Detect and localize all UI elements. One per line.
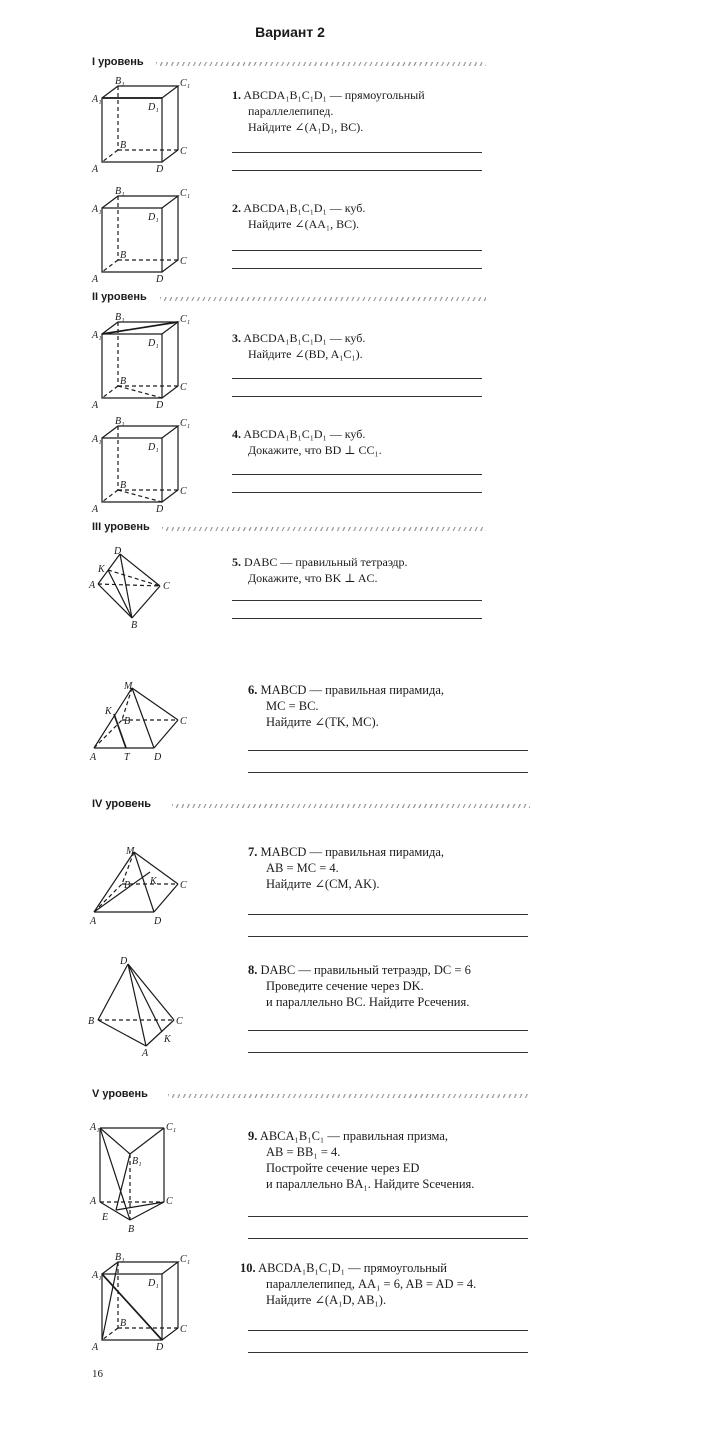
task-text: Найдите ∠(A₁D, AB₁). (266, 1293, 387, 1307)
svg-text:B: B (120, 250, 127, 261)
svg-text:B₁: B₁ (115, 186, 125, 197)
figure-cube-1 (88, 76, 191, 176)
figure-cube-4 (88, 416, 191, 516)
answer-line[interactable] (248, 1330, 528, 1331)
task-text: Найдите ∠(TK, MC). (266, 715, 379, 729)
svg-text:A: A (92, 274, 99, 285)
answer-line[interactable] (232, 618, 482, 619)
answer-line[interactable] (248, 750, 528, 751)
answer-line[interactable] (248, 1238, 528, 1239)
task-2 (232, 200, 365, 232)
task-text: Постройте сечение через ED (266, 1161, 420, 1175)
svg-text:B₁: B₁ (115, 312, 125, 323)
svg-text:D: D (120, 956, 128, 967)
svg-text:D: D (154, 752, 162, 763)
svg-text:C₁: C₁ (180, 78, 191, 89)
task-text: параллелепипед, AA₁ = 6, AB = AD = 4. (266, 1277, 477, 1291)
answer-line[interactable] (232, 600, 482, 601)
svg-text:T: T (124, 752, 130, 763)
level-2-rule (160, 297, 486, 301)
svg-text:B: B (88, 1016, 95, 1027)
svg-text:D: D (154, 916, 162, 927)
svg-text:B: B (131, 620, 138, 631)
svg-text:D: D (156, 274, 164, 285)
svg-text:C: C (180, 880, 187, 891)
task-number: 3. (232, 331, 241, 345)
figure-prism-9 (88, 1116, 188, 1236)
figure-pyramid-6 (84, 678, 188, 766)
task-text: Докажите, что BD ⊥ CC₁. (248, 443, 382, 457)
svg-text:E: E (102, 1212, 109, 1223)
task-text: Найдите ∠(BD, A₁C₁). (248, 347, 363, 361)
task-number: 6. (248, 683, 258, 697)
answer-line[interactable] (248, 1216, 528, 1217)
svg-text:A: A (92, 504, 99, 515)
figure-cube-10 (88, 1252, 191, 1356)
svg-text:C: C (180, 256, 187, 267)
svg-text:C: C (176, 1016, 183, 1027)
answer-line[interactable] (232, 250, 482, 251)
level-4-heading: IV уровень (92, 798, 152, 810)
svg-text:D₁: D₁ (148, 338, 159, 349)
svg-text:B: B (128, 1224, 135, 1235)
answer-line[interactable] (248, 1052, 528, 1053)
svg-text:A: A (92, 1342, 99, 1353)
task-9 (248, 1128, 474, 1192)
svg-text:A: A (90, 1196, 97, 1207)
task-number: 9. (248, 1129, 258, 1143)
svg-text:C: C (180, 486, 187, 497)
task-text: Найдите ∠(CM, AK). (266, 877, 380, 891)
answer-line[interactable] (232, 474, 482, 475)
svg-text:C: C (163, 581, 170, 592)
task-3 (232, 330, 365, 362)
svg-text:B: B (120, 1318, 127, 1329)
task-number: 4. (232, 427, 241, 441)
svg-text:K: K (98, 564, 105, 575)
task-text: ABCDA₁B₁C₁D₁ — куб. (243, 201, 366, 215)
figure-cube-3 (88, 312, 191, 412)
figure-cube-2 (88, 186, 191, 286)
svg-text:D₁: D₁ (148, 102, 159, 113)
task-8 (248, 962, 471, 1010)
task-text: Найдите ∠(A₁D₁, BC). (248, 120, 364, 134)
svg-text:A: A (92, 164, 99, 175)
task-number: 5. (232, 555, 241, 569)
svg-text:B: B (120, 480, 127, 491)
svg-text:C₁: C₁ (180, 188, 191, 199)
svg-text:C: C (180, 716, 187, 727)
svg-text:B₁: B₁ (115, 1252, 125, 1263)
answer-line[interactable] (232, 492, 482, 493)
svg-text:B: B (124, 716, 131, 727)
task-5 (232, 554, 407, 586)
task-text: ABCDA₁B₁C₁D₁ — прямоугольный (258, 1261, 447, 1275)
svg-text:A₁: A₁ (92, 330, 102, 341)
svg-text:B₁: B₁ (115, 76, 125, 87)
svg-text:D: D (156, 400, 164, 411)
task-text: DABC — правильный тетраэдр, DC = 6 (260, 963, 471, 977)
svg-text:A₁: A₁ (92, 1270, 102, 1281)
figure-pyramid-7 (84, 842, 188, 930)
svg-text:A: A (92, 400, 99, 411)
task-text: MABCD — правильная пирамида, (260, 845, 445, 859)
task-number: 7. (248, 845, 258, 859)
answer-line[interactable] (248, 914, 528, 915)
svg-text:D: D (114, 546, 122, 557)
answer-line[interactable] (232, 152, 482, 153)
answer-line[interactable] (232, 170, 482, 171)
level-4-rule (172, 804, 530, 808)
variant-title: Вариант 2 (255, 24, 325, 40)
task-text: ABCA₁B₁C₁ — правильная призма, (259, 1129, 449, 1143)
svg-text:A: A (90, 752, 97, 763)
task-text: ABCDA₁B₁C₁D₁ — куб. (243, 331, 366, 345)
level-3-heading: III уровень (92, 521, 150, 533)
svg-text:A₁: A₁ (92, 434, 102, 445)
task-text: ABCDA₁B₁C₁D₁ — прямоугольный (243, 88, 425, 102)
svg-text:D: D (156, 504, 164, 515)
svg-text:B: B (120, 376, 127, 387)
task-number: 10. (240, 1261, 256, 1275)
svg-text:D₁: D₁ (148, 212, 159, 223)
task-text: MC = BC. (266, 699, 319, 713)
svg-text:C₁: C₁ (180, 314, 191, 325)
task-10 (240, 1260, 476, 1308)
answer-line[interactable] (232, 378, 482, 379)
svg-text:A: A (90, 916, 97, 927)
task-4 (232, 426, 382, 458)
svg-text:K: K (150, 876, 157, 887)
level-1-rule (156, 62, 486, 66)
task-text: параллелепипед. (248, 104, 334, 118)
level-5-heading: V уровень (92, 1088, 148, 1100)
svg-text:A₁: A₁ (90, 1122, 100, 1133)
svg-text:D: D (156, 164, 164, 175)
answer-line[interactable] (248, 1030, 528, 1031)
task-number: 8. (248, 963, 258, 977)
task-7 (248, 844, 444, 892)
task-text: DABC — правильный тетраэдр. (244, 555, 408, 569)
task-6 (248, 682, 444, 730)
svg-text:C: C (180, 1324, 187, 1335)
svg-text:C: C (180, 382, 187, 393)
answer-line[interactable] (248, 772, 528, 773)
task-text: Найдите ∠(AA₁, BC). (248, 217, 360, 231)
answer-line[interactable] (232, 268, 482, 269)
svg-text:K: K (105, 706, 112, 717)
svg-text:B₁: B₁ (115, 416, 125, 427)
task-text: Проведите сечение через DK. (266, 979, 424, 993)
page-number: 16 (92, 1368, 103, 1380)
svg-text:M: M (126, 846, 135, 857)
svg-text:C: C (166, 1196, 173, 1207)
level-5-rule (168, 1094, 530, 1098)
level-1-heading: I уровень (92, 56, 144, 68)
task-text: AB = BB₁ = 4. (266, 1145, 341, 1159)
svg-text:D₁: D₁ (148, 1278, 159, 1289)
task-text: ABCDA₁B₁C₁D₁ — куб. (243, 427, 366, 441)
task-number: 1. (232, 88, 241, 102)
task-text: и параллельно BA₁. Найдите Sсечения. (266, 1177, 475, 1191)
svg-text:A: A (142, 1048, 149, 1059)
svg-text:K: K (164, 1034, 171, 1045)
svg-text:A₁: A₁ (92, 94, 102, 105)
task-1 (232, 87, 425, 135)
svg-text:C₁: C₁ (180, 418, 191, 429)
figure-tetrahedron-5 (86, 546, 178, 630)
svg-text:M: M (124, 681, 133, 692)
answer-line[interactable] (248, 1352, 528, 1353)
figure-tetrahedron-8 (84, 954, 188, 1060)
task-text: MABCD — правильная пирамида, (260, 683, 445, 697)
level-2-heading: II уровень (92, 291, 147, 303)
task-text: Докажите, что BK ⊥ AC. (248, 571, 378, 585)
svg-text:A: A (89, 580, 96, 591)
svg-text:B: B (120, 140, 127, 151)
level-3-rule (162, 527, 486, 531)
task-text: и параллельно BC. Найдите Pсечения. (266, 995, 470, 1009)
task-text: AB = MC = 4. (266, 861, 339, 875)
svg-text:B₁: B₁ (132, 1156, 142, 1167)
task-number: 2. (232, 201, 241, 215)
svg-text:C₁: C₁ (180, 1254, 191, 1265)
svg-text:C₁: C₁ (166, 1122, 177, 1133)
svg-text:C: C (180, 146, 187, 157)
answer-line[interactable] (232, 396, 482, 397)
svg-text:D₁: D₁ (148, 442, 159, 453)
svg-text:D: D (156, 1342, 164, 1353)
answer-line[interactable] (248, 936, 528, 937)
svg-text:B: B (124, 880, 131, 891)
svg-text:A₁: A₁ (92, 204, 102, 215)
